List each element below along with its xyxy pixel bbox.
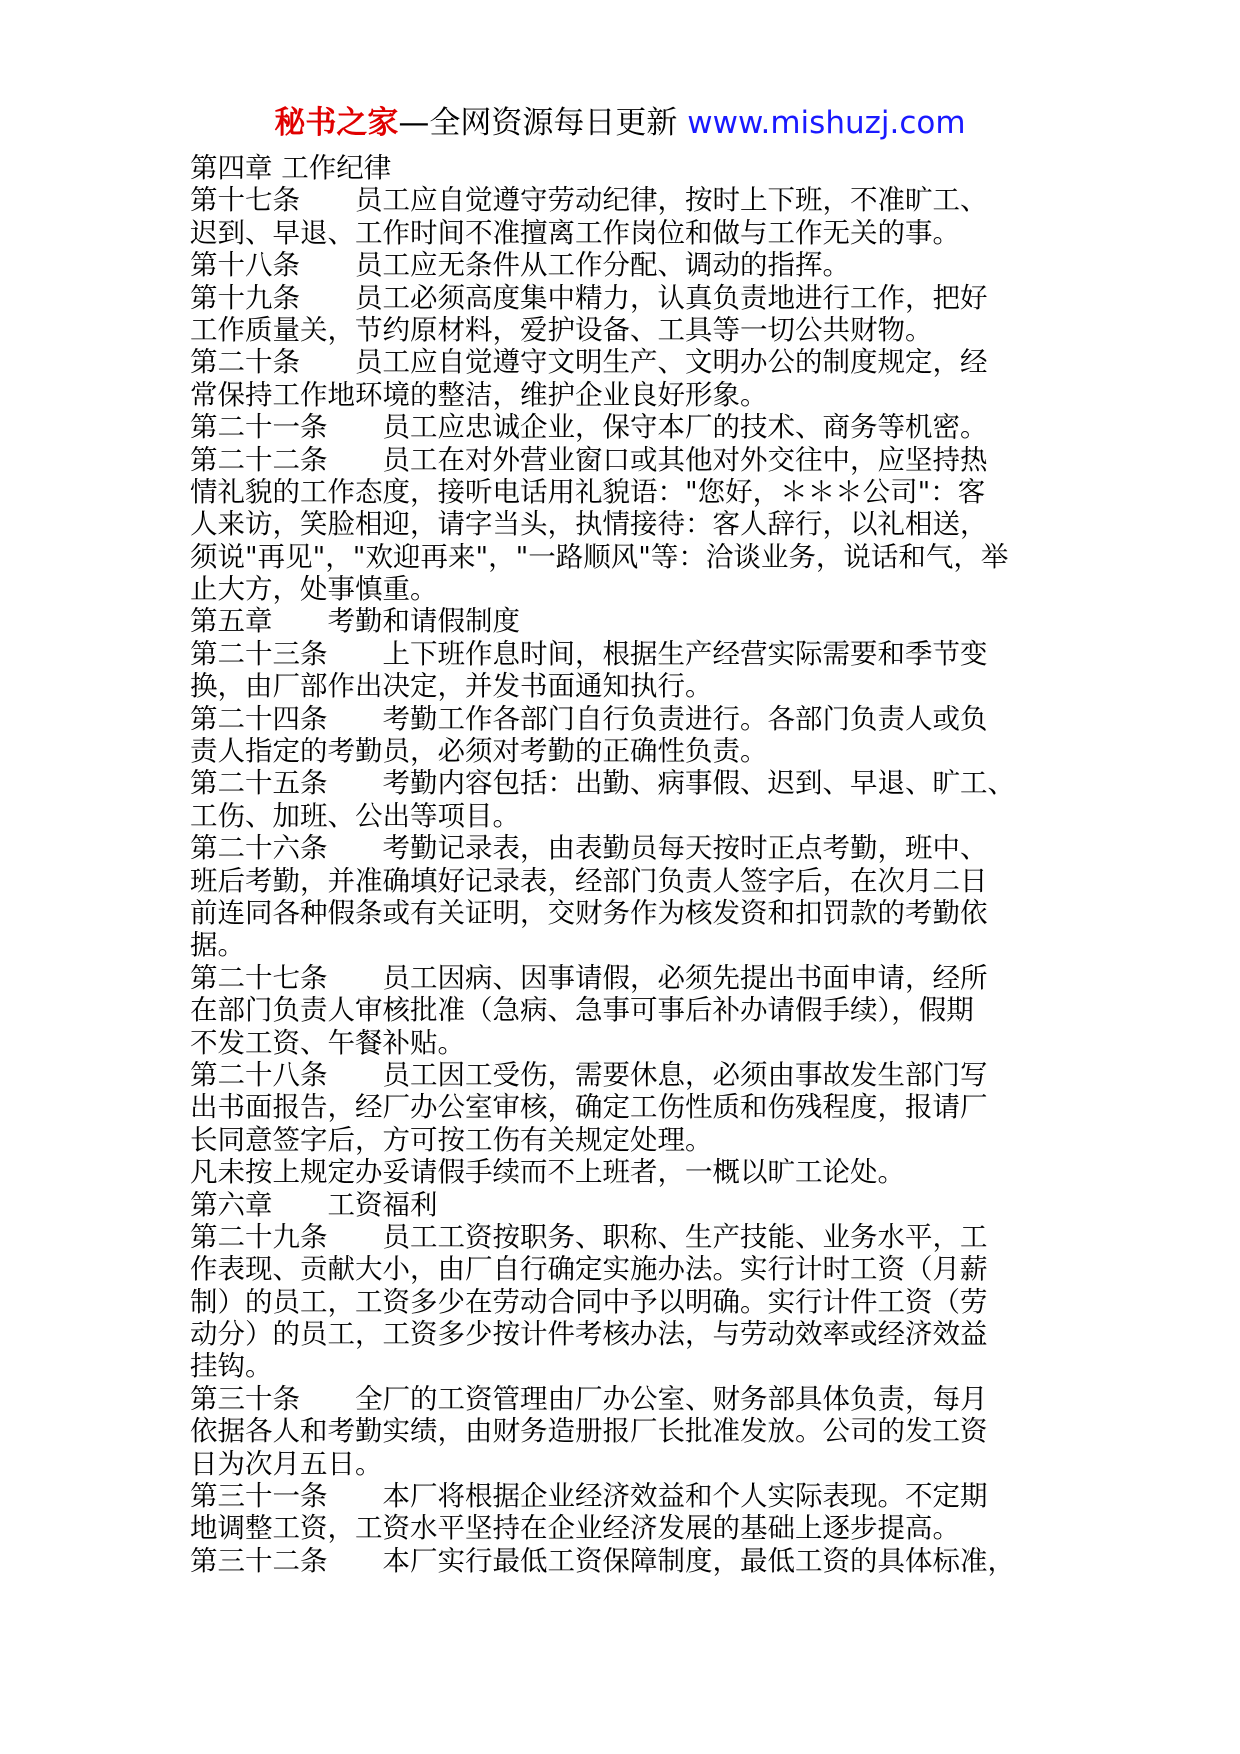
document-line: 第二十七条 员工因病、因事请假，必须先提出书面申请，经所 xyxy=(190,961,988,994)
document-line: 第二十八条 员工因工受伤，需要休息，必须由事故发生部门写 xyxy=(190,1058,988,1091)
document-line: 出书面报告，经厂办公室审核，确定工伤性质和伤残程度，报请厂 xyxy=(190,1091,988,1124)
document-line: 作表现、贡献大小，由厂自行确定实施办法。实行计时工资（月薪 xyxy=(190,1253,988,1286)
document-line: 迟到、早退、工作时间不准擅离工作岗位和做与工作无关的事。 xyxy=(190,216,960,249)
document-line: 换，由厂部作出决定，并发书面通知执行。 xyxy=(190,670,713,703)
document-line: 工作质量关，节约原材料，爱护设备、工具等一切公共财物。 xyxy=(190,313,933,346)
document-line: 第三十二条 本厂实行最低工资保障制度，最低工资的具体标准， xyxy=(190,1544,1015,1577)
document-line: 班后考勤，并准确填好记录表，经部门负责人签字后，在次月二日 xyxy=(190,864,988,897)
header-dash: — xyxy=(398,105,430,141)
document-line: 日为次月五日。 xyxy=(190,1447,383,1480)
document-line: 第二十条 员工应自觉遵守文明生产、文明办公的制度规定，经 xyxy=(190,346,988,379)
document-line: 止大方，处事慎重。 xyxy=(190,573,438,606)
document-line: 第十八条 员工应无条件从工作分配、调动的指挥。 xyxy=(190,249,850,282)
document-line: 常保持工作地环境的整洁，维护企业良好形象。 xyxy=(190,378,768,411)
document-line: 第十七条 员工应自觉遵守劳动纪律，按时上下班，不准旷工、 xyxy=(190,184,988,217)
document-line: 第三十一条 本厂将根据企业经济效益和个人实际表现。不定期 xyxy=(190,1480,988,1513)
page-header xyxy=(0,100,1240,146)
document-line: 动分）的员工，工资多少按计件考核办法，与劳动效率或经济效益 xyxy=(190,1318,988,1351)
document-line: 第三十条 全厂的工资管理由厂办公室、财务部具体负责，每月 xyxy=(190,1382,988,1415)
document-line: 第二十四条 考勤工作各部门自行负责进行。各部门负责人或负 xyxy=(190,702,988,735)
document-line: 须说"再见"，"欢迎再来"，"一路顺风"等：洽谈业务，说话和气，举 xyxy=(190,540,1009,573)
document-line: 第二十一条 员工应忠诚企业，保守本厂的技术、商务等机密。 xyxy=(190,411,988,444)
document-line: 第十九条 员工必须高度集中精力，认真负责地进行工作，把好 xyxy=(190,281,988,314)
document-line: 第二十三条 上下班作息时间，根据生产经营实际需要和季节变 xyxy=(190,637,988,670)
document-line: 第二十二条 员工在对外营业窗口或其他对外交往中，应坚持热 xyxy=(190,443,988,476)
site-url-link[interactable]: www.mishuzj.com xyxy=(687,105,966,141)
document-line: 第二十五条 考勤内容包括：出勤、病事假、迟到、早退、旷工、 xyxy=(190,767,1015,800)
document-line: 挂钩。 xyxy=(190,1350,273,1383)
document-line: 依据各人和考勤实绩，由财务造册报厂长批准发放。公司的发工资 xyxy=(190,1415,988,1448)
document-line: 人来访，笑脸相迎，请字当头，执情接待：客人辞行，以礼相送， xyxy=(190,508,988,541)
document-line: 前连同各种假条或有关证明，交财务作为核发资和扣罚款的考勤依 xyxy=(190,896,988,929)
site-brand: 秘书之家 xyxy=(274,105,399,141)
document-line: 据。 xyxy=(190,929,245,962)
document-line: 第五章 考勤和请假制度 xyxy=(190,605,520,638)
document-line: 情礼貌的工作态度，接听电话用礼貌语："您好，＊＊＊公司"：客 xyxy=(190,475,986,508)
document-line: 第六章 工资福利 xyxy=(190,1188,438,1221)
document-line: 凡未按上规定办妥请假手续而不上班者，一概以旷工论处。 xyxy=(190,1156,905,1189)
document-line: 第四章 工作纪律 xyxy=(190,152,392,184)
document-line: 责人指定的考勤员，必须对考勤的正确性负责。 xyxy=(190,735,768,768)
document-line: 不发工资、午餐补贴。 xyxy=(190,1026,465,1059)
document-line: 在部门负责人审核批准（急病、急事可事后补办请假手续），假期 xyxy=(190,994,974,1027)
document-line: 第二十九条 员工工资按职务、职称、生产技能、业务水平，工 xyxy=(190,1220,988,1253)
header-tagline: 全网资源每日更新 xyxy=(429,105,678,141)
document-line: 长同意签字后，方可按工伤有关规定处理。 xyxy=(190,1123,713,1156)
document-line: 地调整工资，工资水平坚持在企业经济发展的基础上逐步提高。 xyxy=(190,1512,960,1545)
document-body xyxy=(190,152,1070,1577)
document-line: 工伤、加班、公出等项目。 xyxy=(190,799,520,832)
document-line: 第二十六条 考勤记录表，由表勤员每天按时正点考勤，班中、 xyxy=(190,832,988,865)
document-line: 制）的员工，工资多少在劳动合同中予以明确。实行计件工资（劳 xyxy=(190,1285,988,1318)
